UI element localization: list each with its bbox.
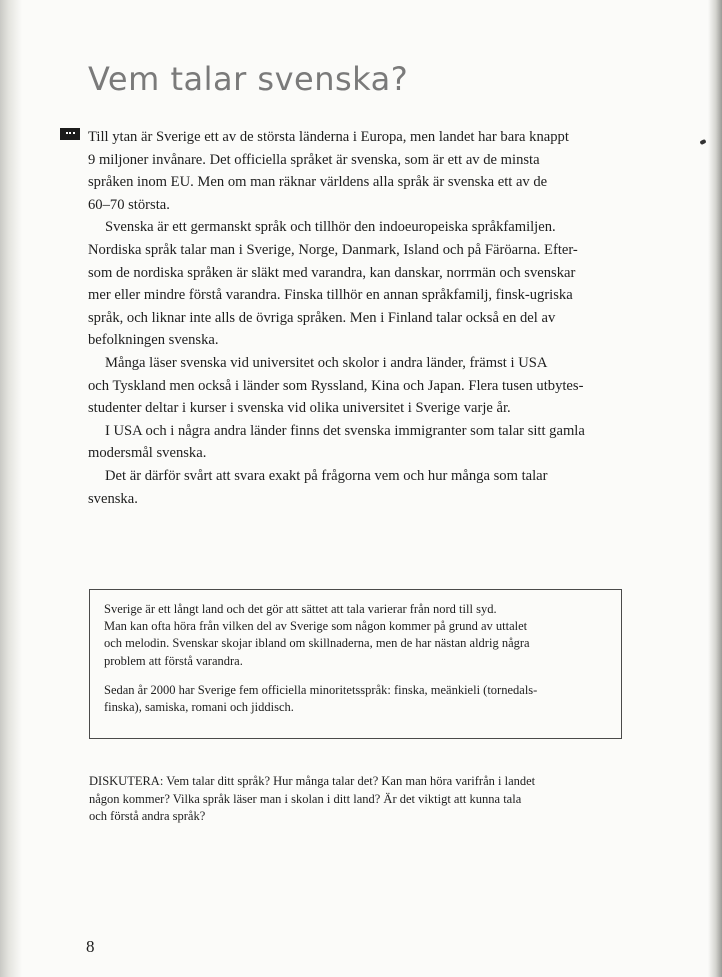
scan-edge-left <box>0 0 22 977</box>
text-line: Svenska är ett germanskt språk och tillhör den indoeuropeiska språkfamiljen. <box>105 219 556 236</box>
text-line: befolkningen svenska. <box>88 332 219 349</box>
text-line: och förstå andra språk? <box>89 809 206 823</box>
text-line: svenska. <box>88 490 138 507</box>
text-line: Till ytan är Sverige ett av de största länderna i Europa, men landet har bara knappt <box>88 129 569 145</box>
text-line: som de nordiska språken är släkt med varandra, kan danskar, norrmän och svenskar <box>88 264 576 281</box>
text-line: och melodin. Svenskar skojar ibland om skillnaderna, men de har nästan aldrig några <box>104 636 530 651</box>
text-line: modersmål svenska. <box>88 445 207 462</box>
text-line: Nordiska språk talar man i Sverige, Norge, Danmark, Island och på Färöarna. Efter- <box>88 241 578 258</box>
main-text <box>88 126 648 510</box>
paragraph-5 <box>88 465 648 510</box>
page-number: 8 <box>86 937 95 956</box>
text-line: studenter deltar i kurser i svenska vid olika universitet i Sverige varje år. <box>88 400 511 417</box>
text-line: Sverige är ett långt land och det gör att sättet att tala varierar från nord till syd. <box>104 602 497 616</box>
paragraph-2 <box>88 216 648 352</box>
text-line: 9 miljoner invånare. Det officiella språket är svenska, som är ett av de minsta <box>88 151 540 168</box>
text-line: 60–70 största. <box>88 196 170 213</box>
info-paragraph-2 <box>104 682 607 716</box>
scan-edge-right <box>708 0 722 977</box>
text-line: någon kommer? Vilka språk läser man i skolan i ditt land? Är det viktigt att kunna tala <box>89 791 522 806</box>
paragraph-3 <box>88 352 648 420</box>
text-line: Många läser svenska vid universitet och skolor i andra länder, främst i USA <box>105 354 548 371</box>
text-line: språken inom EU. Men om man räknar världens alla språk är svenska ett av de <box>88 174 548 191</box>
text-line: Man kan ofta höra från vilken del av Sverige som någon kommer på grund av uttalet <box>104 619 528 634</box>
paragraph-1 <box>88 126 648 216</box>
info-box <box>89 589 622 739</box>
text-line: och Tyskland men också i länder som Ryssland, Kina och Japan. Flera tusen utbytes- <box>88 377 584 394</box>
text-line: problem att förstå varandra. <box>104 653 243 668</box>
text-line: språk, och liknar inte alls de övriga språken. Men i Finland talar också en del av <box>88 309 556 326</box>
text-line: Sedan år 2000 har Sverige fem officiella minoritetsspråk: finska, meänkieli (tornedals- <box>104 682 538 697</box>
discussion-prompt <box>89 773 649 826</box>
audio-track-icon <box>60 128 80 140</box>
text-line: Det är därför svårt att svara exakt på frågorna vem och hur många som talar <box>105 467 548 484</box>
page-title: Vem talar svenska? <box>88 60 409 98</box>
text-line: mer eller mindre förstå varandra. Finska tillhör en annan språkfamilj, finsk-ugriska <box>88 287 573 304</box>
text-line: DISKUTERA: Vem talar ditt språk? Hur många talar det? Kan man höra varifrån i landet <box>89 774 536 788</box>
info-paragraph-1 <box>104 601 607 670</box>
paragraph-4 <box>88 420 648 465</box>
text-line: finska), samiska, romani och jiddisch. <box>104 700 294 715</box>
scan-speck <box>699 139 706 145</box>
text-line: I USA och i några andra länder finns det svenska immigranter som talar sitt gamla <box>105 422 585 439</box>
